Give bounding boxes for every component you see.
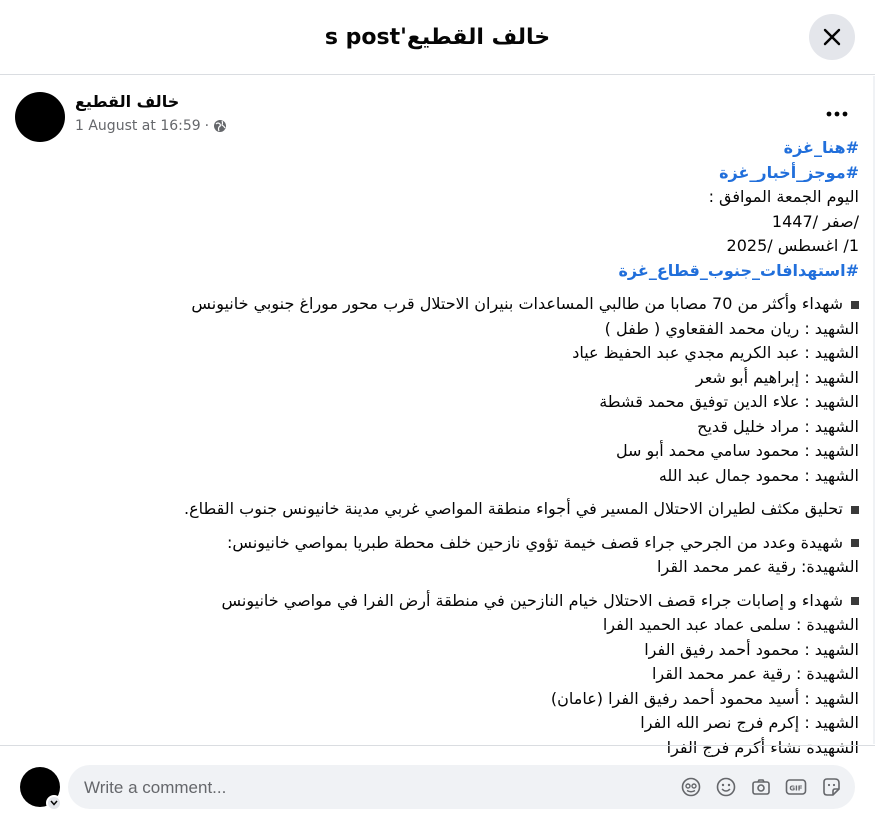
svg-text:GIF: GIF — [789, 784, 803, 793]
gif-icon — [785, 777, 807, 797]
bullet-icon — [851, 506, 859, 514]
line-text[interactable]: #موجز_أخبار_غزة — [719, 162, 859, 182]
line-text: شهيدة وعدد من الجرحي جراء قصف خيمة تؤوي نازحين خلف محطة طبريا بمواصي خانيونس: — [227, 532, 843, 552]
post-text-line — [59, 390, 859, 415]
gif-button[interactable] — [785, 776, 807, 798]
dialog-title: خالف القطيع's post — [324, 24, 551, 50]
close-button[interactable] — [809, 14, 855, 60]
author-avatar[interactable] — [15, 92, 65, 142]
hashtag-link[interactable] — [59, 136, 859, 161]
meta-separator: · — [204, 118, 210, 134]
post-scroll-area[interactable] — [0, 76, 875, 757]
globe-icon[interactable] — [213, 119, 227, 133]
avatar-sticker-icon — [681, 777, 701, 797]
post-text-line — [59, 439, 859, 464]
line-text: الشهيدة نشاء أكرم فرج الفرا — [666, 737, 859, 757]
post-text-line — [59, 555, 859, 580]
line-text: الشهيد : علاء الدين توفيق محمد قشطة — [599, 392, 859, 411]
post-body — [59, 136, 859, 760]
line-text: الشهيد : محمود سامي محمد أبو سل — [615, 441, 859, 460]
post-text-line — [59, 366, 859, 391]
line-text: شهداء و إصابات جراء قصف الاحتلال خيام النازحين في منطقة أرض الفرا في مواصي خانيونس — [221, 590, 843, 610]
line-text: شهداء وأكثر من 70 مصابا من طالبي المساعدات بنيران الاحتلال قرب محور موراغ جنوبي خانيونس — [191, 294, 843, 313]
post-text-line — [59, 613, 859, 638]
sticker-icon — [821, 777, 841, 797]
paragraph-gap — [59, 283, 859, 292]
hashtag-link[interactable] — [59, 161, 859, 186]
bullet-icon — [851, 301, 859, 309]
line-text: الشهيدة : رقية عمر محمد القرا — [651, 664, 859, 683]
profile-switch-button[interactable] — [46, 795, 62, 811]
comment-box[interactable] — [68, 765, 855, 809]
line-text: الشهيد : محمود أحمد رفيق الفرا — [644, 639, 859, 659]
bullet-icon — [851, 539, 859, 547]
emoji-icon — [716, 777, 736, 797]
paragraph-gap — [59, 488, 859, 497]
news-item-heading — [59, 589, 859, 614]
post-meta — [75, 118, 227, 134]
post-text-line — [59, 464, 859, 489]
news-item-heading — [59, 531, 859, 556]
line-text: الشهيد : إكرم فرج نصر الله الفرا — [640, 713, 859, 732]
more-options-icon — [826, 111, 848, 117]
line-text[interactable]: #هنا_غزة — [783, 138, 859, 157]
paragraph-gap — [59, 522, 859, 531]
chevron-down-icon — [50, 800, 58, 806]
post-text-line — [59, 415, 859, 440]
line-text: تحليق مكثف لطيران الاحتلال المسير في أجواء منطقة المواصي غربي مدينة خانيونس جنوب القطاع. — [184, 499, 843, 518]
line-text[interactable]: #استهدافات_جنوب_قطاع_غزة — [618, 260, 859, 280]
line-text: الشهيد : مراد خليل قديح — [697, 416, 859, 436]
line-text: الشهيد : إبراهيم أبو شعر — [695, 367, 859, 387]
line-text: اليوم الجمعة الموافق : — [708, 187, 859, 206]
news-item-heading — [59, 292, 859, 317]
line-text: /صفر /1447 — [771, 211, 859, 231]
close-icon — [822, 27, 842, 47]
sticker-button[interactable] — [820, 776, 842, 798]
post-text-line — [59, 210, 859, 235]
photo-button[interactable] — [750, 776, 772, 798]
author-name[interactable]: خالف القطيع — [75, 92, 180, 111]
paragraph-gap — [59, 580, 859, 589]
line-text: الشهيد : أسيد محمود أحمد رفيق الفرا (عامان) — [550, 688, 859, 708]
comment-composer — [0, 745, 875, 832]
post-text-line — [59, 234, 859, 259]
line-text: الشهيد : محمود جمال عبد الله — [658, 465, 859, 485]
post-text-line — [59, 317, 859, 342]
post-text-line — [59, 711, 859, 736]
news-item-heading — [59, 497, 859, 522]
emoji-button[interactable] — [715, 776, 737, 798]
post-text-line — [59, 638, 859, 663]
avatar-sticker-button[interactable] — [680, 776, 702, 798]
post-text-line — [59, 662, 859, 687]
comment-input[interactable] — [82, 765, 646, 811]
bullet-icon — [851, 597, 859, 605]
line-text: الشهيدة: رقية عمر محمد القرا — [657, 557, 859, 576]
line-text: الشهيد : عبد الكريم مجدي عبد الحفيظ عياد — [572, 343, 859, 362]
post-text-line — [59, 687, 859, 712]
post-text-line — [59, 185, 859, 210]
post-timestamp[interactable]: 1 August at 16:59 — [75, 118, 201, 134]
post-dialog-header — [0, 0, 875, 75]
line-text: الشهيدة : سلمى عماد عبد الحميد الفرا — [602, 615, 859, 634]
camera-icon — [751, 777, 771, 797]
line-text: 1/ اغسطس /2025 — [726, 236, 859, 255]
more-options-button[interactable] — [825, 102, 849, 126]
post-text-line — [59, 341, 859, 366]
hashtag-link[interactable] — [59, 259, 859, 284]
line-text: الشهيد : ريان محمد الفقعاوي ( طفل ) — [604, 318, 859, 338]
